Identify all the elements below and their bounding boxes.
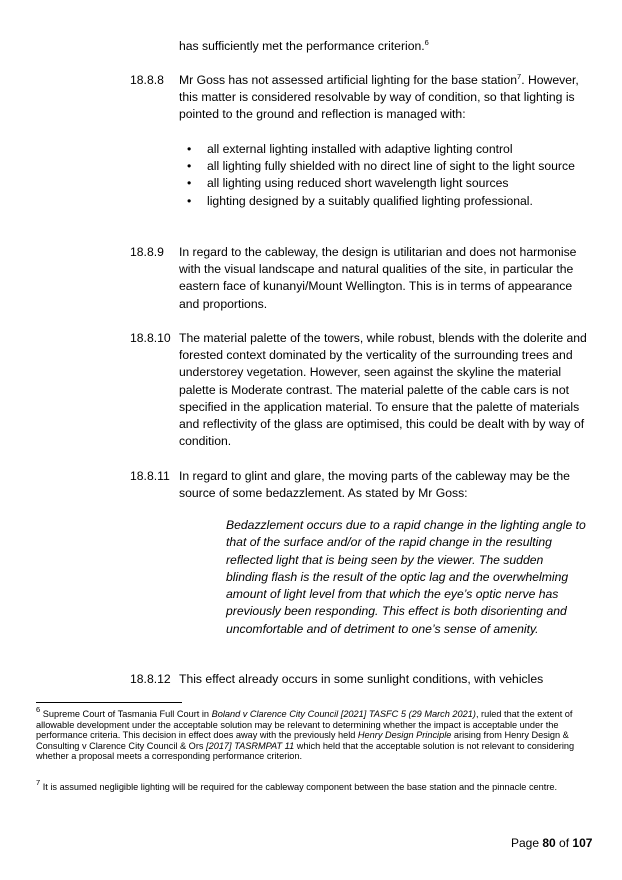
para-18-8-9: In regard to the cableway, the design is utilitarian and does not harmonise with the visual landscape and natural qualities of the site, in particular the eastern face of kunanyi/Mount Wellington. This is in terms of appearance and proportions. [179,245,577,311]
footnote-6-marker: 6 [36,705,41,714]
list-item-text: all external lighting installed with adaptive lighting control [207,142,513,156]
para-number-18-8-11: 18.8.11 [130,469,170,483]
footnote-7-marker: 7 [36,778,41,787]
footnote-6-case-citation: Boland v Clarence City Council [2021] TASFC 5 (29 March 2021) [211,709,476,719]
bullet-icon: • [187,193,192,208]
list-item-text: lighting designed by a suitably qualified lighting professional. [207,193,533,208]
current-page: 80 [542,836,556,850]
para-18-8-10: The material palette of the towers, while robust, blends with the dolerite and forested context dominated by the verticality of the surrounding trees and understorey vegetation. However, seen against the skyline the material palette is Moderate contrast. The material palette of the cable cars is not specified in the application material. To ensure that the palette of materials and reflectivity of the glass are optimised, this could be dealt with by way of condition. [179,331,587,449]
bullet-icon: • [187,142,192,156]
list-item-text: all lighting using reduced short wavelength light sources [207,176,509,191]
footnote-6-text: , ruled that the extent of allowable development under the acceptable solution may be relevant to determining whether the impact is acceptable under the performance criteria. This decision in effect does away with the previously held [36,709,573,741]
list-item-text: all lighting fully shielded with no direct line of sight to the light source [207,159,575,174]
para-18-8-8-text-b: . However, this matter is considered resolvable by way of condition, so that lighting is pointed to the ground and reflection is managed with: [179,73,579,122]
total-pages: 107 [572,836,593,850]
footnote-ref-7[interactable]: 7 [517,72,522,81]
footnote-ref-6[interactable]: 6 [424,38,429,47]
goss-quote: Bedazzlement occurs due to a rapid change in the lighting angle to that of the surface and/or of the rapid change in the resulting reflected light that is being seen by the viewer. The sudden blinding flash is the result of the optic lag and the overwhelming amount of light level from that which the eye’s optic nerve has previously been responding. This effect is both disorienting and uncomfortable and of detriment to one’s sense of amenity. [226,518,586,636]
list-item [179,175,579,192]
para-18-8-8-text-a: Mr Goss has not assessed artificial lighting for the base station [179,73,518,87]
page-label: Page [511,836,543,850]
footnote-6-text: Supreme Court of Tasmania Full Court in [40,709,212,719]
bullet-icon: • [187,176,192,191]
bullet-icon: • [187,159,192,174]
intro-line [179,38,589,55]
list-item [179,141,579,158]
footnote-6-citation: [2017] TASRMPAT 11 [206,740,295,751]
para-18-8-11: In regard to glint and glare, the moving parts of the cableway may be the source of some bedazzlement. As stated by Mr Goss: [179,469,570,501]
list-item [179,193,579,210]
para-number-18-8-9: 18.8.9 [130,245,164,259]
footnote-6-text: arising from Henry Design & Consulting v Clarence City Council & Ors [36,730,569,751]
para-18-8-12: This effect already occurs in some sunlight conditions, with vehicles [179,672,544,686]
footnote-6 [36,705,588,762]
footnote-6-text: which held that the acceptable solution is not relevant to considering whether a proposal meets a corresponding performance criterion. [36,740,575,762]
intro-text: has sufficiently met the performance criterion. [179,39,425,53]
footnote-7 [36,778,588,793]
para-18-8-8 [179,72,589,124]
lighting-conditions-list [179,141,579,210]
footnote-7-text: It is assumed negligible lighting will be required for the cableway component between the base station and the pinnacle centre. [40,782,558,792]
page-of: of [555,836,573,850]
page-number [511,836,592,850]
para-number-18-8-12: 18.8.12 [130,672,171,686]
footnote-6-principle: Henry Design Principle [357,730,452,741]
para-number-18-8-10: 18.8.10 [130,331,171,345]
footnote-divider [36,702,182,703]
list-item [179,158,579,175]
para-number-18-8-8: 18.8.8 [130,73,164,87]
